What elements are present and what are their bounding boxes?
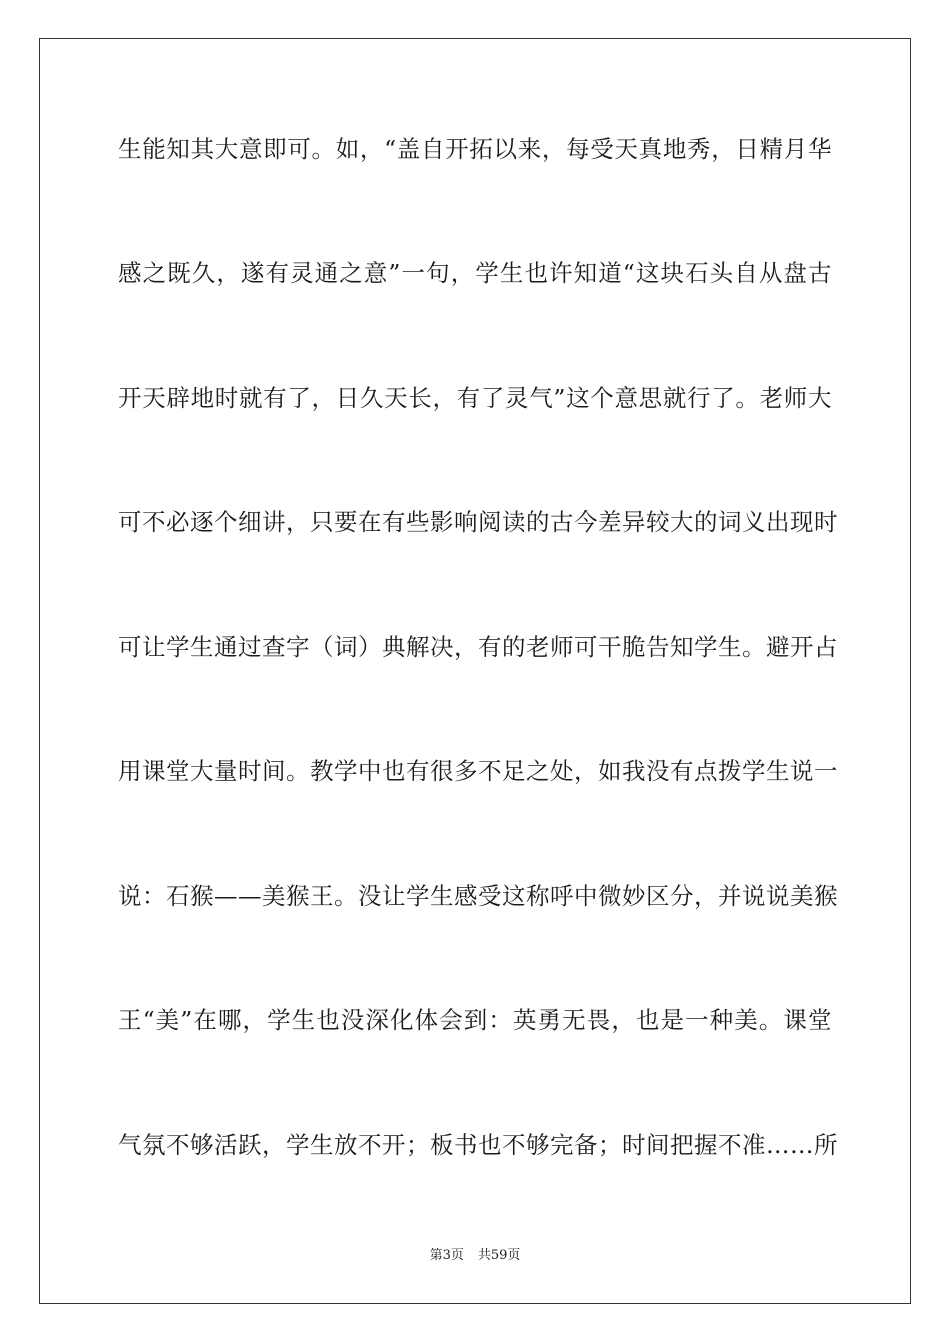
page-border	[39, 38, 911, 1304]
text-line-8: 王“美”在哪，学生也没深化体会到：英勇无畏，也是一种美。课堂	[118, 1006, 832, 1034]
text-line-9: 气氛不够活跃，学生放不开；板书也不够完备；时间把握不准……所	[118, 1131, 838, 1159]
text-line-5: 可让学生通过查字（词）典解决，有的老师可干脆告知学生。避开占	[118, 633, 838, 661]
text-line-6: 用课堂大量时间。教学中也有很多不足之处，如我没有点拨学生说一	[118, 757, 838, 785]
text-line-7: 说：石猴——美猴王。没让学生感受这称呼中微妙区分，并说说美猴	[118, 882, 838, 910]
page-footer	[0, 1246, 950, 1266]
text-line-4: 可不必逐个细讲，只要在有些影响阅读的古今差异较大的词义出现时	[118, 508, 838, 536]
text-line-1: 生能知其大意即可。如，“盖自开拓以来，每受天真地秀，日精月华	[118, 135, 832, 163]
total-page-count: 共59页	[477, 1248, 521, 1263]
current-page-number: 第3页	[429, 1248, 464, 1263]
text-line-2: 感之既久，遂有灵通之意”一句，学生也许知道“这块石头自从盘古	[118, 259, 832, 287]
text-line-3: 开天辟地时就有了，日久天长，有了灵气”这个意思就行了。老师大	[118, 384, 832, 412]
